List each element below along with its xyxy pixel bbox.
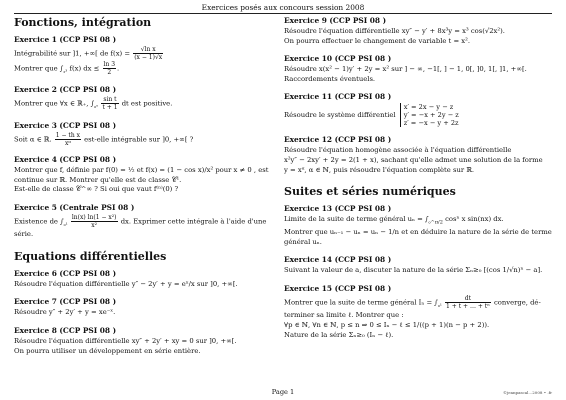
text: est-elle intégrable sur ]0, +∞[ ?	[84, 135, 194, 144]
page-number: Page 1	[271, 388, 295, 396]
text: dx. Exprimer cette intégrale à l'aide d'une	[120, 217, 267, 226]
text-line: On pourra effectuer le changement de variable t = x².	[284, 36, 471, 45]
text-line: Résoudre l'équation homogène associée à l'équation différentielle	[284, 146, 512, 155]
text: cosⁿ x sin(nx) dx.	[445, 215, 504, 224]
exercise-title: Exercice 6 (CCP PSI 08 )	[14, 268, 117, 278]
text-line: Résoudre y″ + 2y′ + y = xe⁻ˣ.	[14, 308, 116, 317]
text-line: On pourra utiliser un développement en série entière.	[14, 346, 201, 355]
text-line: Montrer que uₙ₋₁ − uₙ = uₙ − 1/n et en déduire la nature de la série de terme	[284, 228, 552, 237]
text: Montrer que ∀x ∈ ℝ₊, ∫	[14, 99, 95, 108]
integral-bounds: ₀ˣ	[94, 104, 99, 111]
exercise-title: Exercice 3 (CCP PSI 08 )	[14, 120, 117, 130]
fraction	[55, 132, 81, 147]
exercise-title: Exercice 4 (CCP PSI 08 )	[14, 154, 117, 164]
equation-system	[400, 103, 459, 127]
fraction	[71, 214, 118, 229]
exercise-body	[284, 65, 554, 84]
text: dt est positive.	[121, 99, 173, 108]
text-line: Montrer que f, définie par f(0) = ½ et f(x) = (1 − cos x)/x² pour x ≠ 0 , est	[14, 165, 269, 174]
exercise-8	[14, 326, 272, 356]
section-title: Fonctions, intégration	[14, 16, 152, 29]
text-line: y = xᵅ, α ∈ ℕ, puis résoudre l'équation complète sur ℝ.	[284, 165, 475, 174]
exercise-title: Exercice 2 (CCP PSI 08 )	[14, 85, 117, 95]
exercise-10	[284, 54, 554, 84]
exercise-body	[14, 132, 272, 147]
text-line: x²y″ − 2xy′ + 2y = 2(1 + x), sachant qu'elle admet une solution de la forme	[284, 155, 543, 164]
footer-note: ©jeanpascal...2008 • .fr	[502, 390, 552, 395]
text: Existence de ∫	[14, 217, 64, 226]
exercise-11	[284, 92, 554, 127]
fraction	[103, 61, 120, 76]
exercise-body	[284, 103, 554, 127]
exercise-3	[14, 121, 272, 147]
exercise-2	[14, 85, 272, 112]
text: Résoudre le système différentiel	[284, 111, 396, 120]
denominator: (x − 1)√x	[134, 54, 163, 61]
exercise-body	[14, 46, 272, 77]
exercise-title: Exercice 13 (CCP PSI 08 )	[284, 204, 392, 214]
denominator: xᵅ	[64, 139, 71, 147]
right-column	[284, 16, 554, 348]
integral-bounds: ₀¹	[437, 302, 442, 309]
text-line: ∀p ∈ ℕ, ∀n ∈ ℕ, p ≤ n ⇒ 0 ≤ Iₙ − ℓ ≤ 1/((p + 1)(n − p + 2)).	[284, 320, 490, 329]
exercise-12	[284, 135, 554, 175]
numerator: √ln x	[133, 46, 163, 54]
integral-bounds: ₂³	[63, 68, 68, 75]
exercise-title: Exercice 9 (CCP PSI 08 )	[284, 16, 387, 25]
text: f(x) dx ≤	[69, 64, 100, 73]
exercise-body	[284, 146, 554, 175]
text-line: Résoudre x(x² − 1)y′ + 2y = x² sur ] − ∞, −1[, ] − 1, 0[, ]0, 1[, ]1, +∞[.	[284, 65, 527, 74]
text-line: série.	[14, 230, 34, 239]
exercise-15	[284, 284, 554, 340]
text-line: général uₙ.	[284, 237, 322, 246]
text: .	[117, 64, 120, 73]
denominator: 2	[107, 69, 112, 76]
text-line: Résoudre l'équation différentielle y″ − 2y′ + y = eˣ/x sur ]0, +∞[.	[14, 279, 238, 288]
exercise-6	[14, 269, 272, 290]
exercise-body	[14, 280, 272, 290]
text: Limite de la suite de terme général uₙ = ∫	[284, 215, 429, 224]
text-line: Est-elle de classe 𝒞^∞ ? Si oui que vaut f⁽ⁿ⁾(0) ?	[14, 185, 179, 194]
exercise-title: Exercice 5 (Centrale PSI 08 )	[14, 202, 135, 212]
exercise-9	[284, 16, 554, 46]
fraction	[133, 46, 163, 61]
exercise-1	[14, 35, 272, 77]
left-column	[14, 16, 272, 364]
text-line: terminer sa limite ℓ. Montrer que :	[284, 311, 404, 320]
exercise-body	[284, 295, 554, 340]
exercise-body	[14, 308, 272, 318]
text: Montrer que la suite de terme général Iₙ = ∫	[284, 298, 438, 307]
exercise-title: Exercice 7 (CCP PSI 08 )	[14, 297, 117, 307]
exercise-5	[14, 203, 272, 240]
text: converge, dé-	[493, 298, 541, 307]
exercise-title: Exercice 10 (CCP PSI 08 )	[284, 54, 392, 64]
exercise-title: Exercice 14 (CCP PSI 08 )	[284, 255, 392, 265]
exercise-13	[284, 204, 554, 247]
exercise-title: Exercice 15 (CCP PSI 08 )	[284, 283, 392, 293]
section-title: Suites et séries numériques	[284, 185, 456, 199]
text-line: Résoudre l'équation différentielle xy″ − y′ + 8x³y = x³ cos(√2x²).	[284, 27, 505, 35]
text: Intégrabilité sur ]1, +∞[ de f(x) =	[14, 49, 131, 58]
fraction	[101, 96, 118, 111]
exercise-title: Exercice 12 (CCP PSI 08 )	[284, 135, 392, 145]
text-line: Suivant la valeur de a, discuter la nature de la série Σₙ≥₀ [(cos 1/√n)ⁿ − a].	[284, 266, 543, 275]
exercise-body	[14, 214, 272, 240]
exercise-body	[284, 27, 554, 46]
integral-bounds: ₀^π/2	[428, 219, 443, 226]
exercise-body	[284, 266, 554, 276]
equation: z′ = −x − y + 2z	[403, 119, 459, 128]
exercise-title: Exercice 11 (CCP PSI 08 )	[284, 92, 392, 102]
numerator: ln 3	[103, 61, 116, 68]
equation: x′ = 2x − y − z	[403, 103, 454, 112]
numerator: ln(x) ln(1 − x²)	[71, 213, 117, 221]
text: Soit α ∈ ℝ.	[14, 135, 52, 144]
exercise-body	[14, 166, 272, 195]
section-title: Equations différentielles	[14, 249, 167, 263]
text-line: continue sur ℝ. Montrer qu'elle est de classe 𝒞¹.	[14, 175, 182, 184]
text: Montrer que ∫	[14, 64, 64, 73]
equation: y′ = −x + 2y − z	[403, 111, 459, 120]
exercise-title: Exercice 8 (CCP PSI 08 )	[14, 325, 117, 335]
numerator: sin t	[103, 96, 117, 104]
text-line: Nature de la série Σₙ≥₀ (Iₙ − ℓ).	[284, 330, 394, 339]
numerator: dt	[445, 295, 491, 303]
denominator: x²	[91, 221, 98, 229]
exercise-body	[14, 96, 272, 112]
integral-bounds: ₀¹	[63, 221, 68, 228]
exercise-body	[284, 215, 554, 247]
denominator: t + 1	[102, 104, 118, 112]
fraction	[445, 295, 491, 310]
exercise-title: Exercice 1 (CCP PSI 08 )	[14, 35, 117, 44]
exercise-14	[284, 255, 554, 276]
numerator: 1 − th x	[55, 131, 80, 139]
exercise-7	[14, 297, 272, 318]
text-line: Raccordements éventuels.	[284, 74, 376, 83]
exercise-body	[14, 337, 272, 356]
text-line: Résoudre l'équation différentielle xy″ + 2y′ + xy = 0 sur ]0, +∞[.	[14, 336, 237, 345]
exercise-4	[14, 155, 272, 195]
header-rule	[14, 13, 552, 14]
page-header: Exercices posés aux concours session 2008	[201, 3, 365, 12]
denominator: 1 + t + … + tⁿ	[446, 302, 490, 310]
